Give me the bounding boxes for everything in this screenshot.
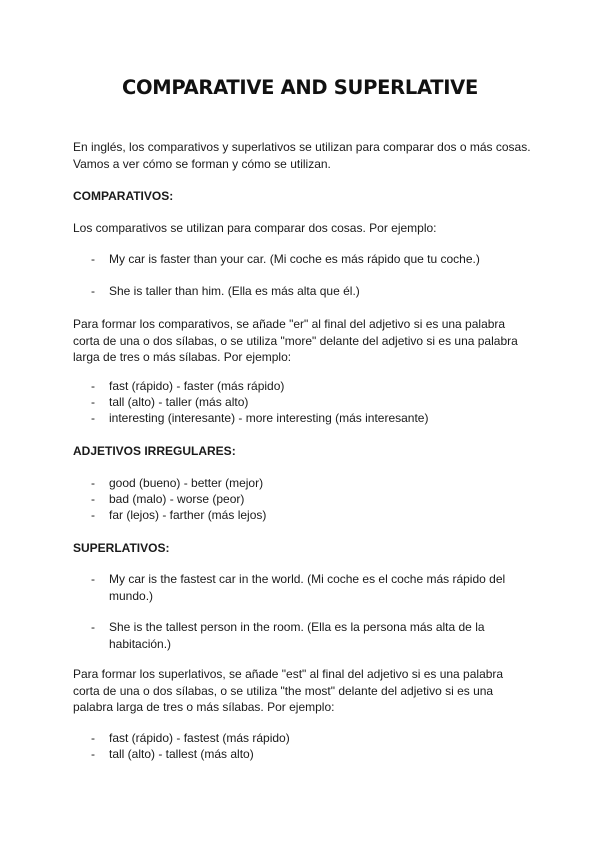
document-title: COMPARATIVE AND SUPERLATIVE <box>121 76 478 99</box>
list-dash: - <box>91 395 95 409</box>
irregulares-heading: ADJETIVOS IRREGULARES: <box>73 444 236 458</box>
list-item-text: good (bueno) - better (mejor) <box>109 476 264 490</box>
list-dash: - <box>91 476 95 490</box>
list-dash: - <box>91 731 95 745</box>
comparativos-text: Los comparativos se utilizan para comparar dos cosas. Por ejemplo: <box>73 221 437 235</box>
example-text: She is the tallest person in the room. (Ella es la persona más alta de la habitación.) <box>109 620 485 651</box>
list-dash: - <box>91 508 95 522</box>
example-text: My car is faster than your car. (Mi coche es más rápido que tu coche.) <box>109 252 480 266</box>
list-dash: - <box>91 620 95 634</box>
list-dash: - <box>91 379 95 393</box>
list-item-text: fast (rápido) - faster (más rápido) <box>109 379 285 393</box>
list-item-text: far (lejos) - farther (más lejos) <box>109 508 267 522</box>
list-item-text: tall (alto) - taller (más alto) <box>109 395 249 409</box>
list-item-text: bad (malo) - worse (peor) <box>109 492 245 506</box>
list-dash: - <box>91 252 95 266</box>
example-text: My car is the fastest car in the world. (Mi coche es el coche más rápido del mundo.) <box>109 572 506 603</box>
comparativos-rule: Para formar los comparativos, se añade "er" al final del adjetivo si es una palabra corta de una o dos sílabas, o se utiliza "more" delante del adjetivo si es una palabra larga de tres o más sílabas. Por ejemplo: <box>73 317 518 364</box>
superlativos-rule: Para formar los superlativos, se añade "est" al final del adjetivo si es una palabra corta de una o dos sílabas, o se utiliza "the most" delante del adjetivo si es una palabra larga de tres o más sílabas. Por ejemplo: <box>73 667 504 714</box>
superlativos-heading: SUPERLATIVOS: <box>73 541 170 555</box>
list-dash: - <box>91 284 95 298</box>
list-dash: - <box>91 492 95 506</box>
example-text: She is taller than him. (Ella es más alta que él.) <box>109 284 360 298</box>
comparativos-heading: COMPARATIVOS: <box>73 189 174 203</box>
list-dash: - <box>91 572 95 586</box>
list-item-text: fast (rápido) - fastest (más rápido) <box>109 731 290 745</box>
list-dash: - <box>91 411 95 425</box>
list-item-text: tall (alto) - tallest (más alto) <box>109 747 254 761</box>
list-dash: - <box>91 747 95 761</box>
intro-paragraph: En inglés, los comparativos y superlativos se utilizan para comparar dos o más cosas. Vamos a ver cómo se forman y cómo se utilizan. <box>73 140 531 171</box>
list-item-text: interesting (interesante) - more interesting (más interesante) <box>109 411 429 425</box>
